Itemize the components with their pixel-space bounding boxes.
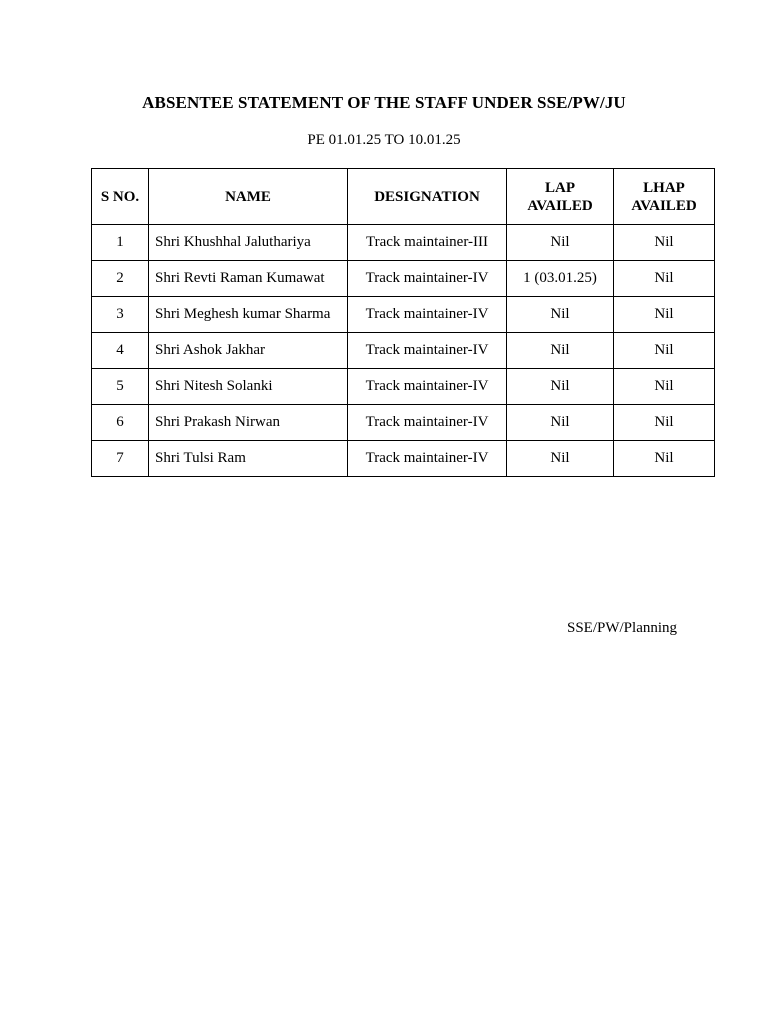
cell-name: Shri Tulsi Ram xyxy=(149,441,348,477)
table-row xyxy=(92,369,715,405)
cell-name: Shri Revti Raman Kumawat xyxy=(149,261,348,297)
cell-designation: Track maintainer-IV xyxy=(348,405,507,441)
period-subtitle: PE 01.01.25 TO 10.01.25 xyxy=(307,132,461,148)
cell-lhap: Nil xyxy=(614,261,715,297)
cell-designation: Track maintainer-III xyxy=(348,225,507,261)
cell-lap: 1 (03.01.25) xyxy=(507,261,614,297)
header-lap-line1: LAP xyxy=(545,179,575,196)
header-lhap-availed xyxy=(614,169,715,225)
cell-lhap: Nil xyxy=(614,225,715,261)
table-row xyxy=(92,405,715,441)
cell-sno: 2 xyxy=(92,261,149,297)
signature-designation: SSE/PW/Planning xyxy=(567,620,678,636)
cell-designation: Track maintainer-IV xyxy=(348,369,507,405)
cell-sno: 5 xyxy=(92,369,149,405)
header-name: NAME xyxy=(149,169,348,225)
header-sno: S NO. xyxy=(92,169,149,225)
header-lap-line2: AVAILED xyxy=(527,197,593,214)
cell-name: Shri Ashok Jakhar xyxy=(149,333,348,369)
header-designation: DESIGNATION xyxy=(348,169,507,225)
cell-lhap: Nil xyxy=(614,297,715,333)
cell-name: Shri Prakash Nirwan xyxy=(149,405,348,441)
table-row xyxy=(92,333,715,369)
cell-lap: Nil xyxy=(507,333,614,369)
cell-lhap: Nil xyxy=(614,333,715,369)
cell-name: Shri Khushhal Jaluthariya xyxy=(149,225,348,261)
header-lhap-line2: AVAILED xyxy=(631,197,697,214)
cell-sno: 1 xyxy=(92,225,149,261)
absentee-table xyxy=(91,168,715,477)
cell-designation: Track maintainer-IV xyxy=(348,297,507,333)
cell-sno: 7 xyxy=(92,441,149,477)
cell-designation: Track maintainer-IV xyxy=(348,333,507,369)
cell-sno: 4 xyxy=(92,333,149,369)
cell-sno: 3 xyxy=(92,297,149,333)
table-row xyxy=(92,261,715,297)
table-row xyxy=(92,441,715,477)
cell-lap: Nil xyxy=(507,369,614,405)
cell-lap: Nil xyxy=(507,441,614,477)
cell-name: Shri Meghesh kumar Sharma xyxy=(149,297,348,333)
cell-lhap: Nil xyxy=(614,441,715,477)
cell-lap: Nil xyxy=(507,297,614,333)
table-header-row xyxy=(92,169,715,225)
cell-designation: Track maintainer-IV xyxy=(348,441,507,477)
header-lap-availed xyxy=(507,169,614,225)
header-lhap-line1: LHAP xyxy=(643,179,685,196)
page-title: ABSENTEE STATEMENT OF THE STAFF UNDER SSE/PW/JU xyxy=(142,93,626,112)
cell-sno: 6 xyxy=(92,405,149,441)
table-row xyxy=(92,297,715,333)
cell-lap: Nil xyxy=(507,405,614,441)
cell-name: Shri Nitesh Solanki xyxy=(149,369,348,405)
cell-lap: Nil xyxy=(507,225,614,261)
cell-lhap: Nil xyxy=(614,405,715,441)
cell-lhap: Nil xyxy=(614,369,715,405)
cell-designation: Track maintainer-IV xyxy=(348,261,507,297)
table-row xyxy=(92,225,715,261)
